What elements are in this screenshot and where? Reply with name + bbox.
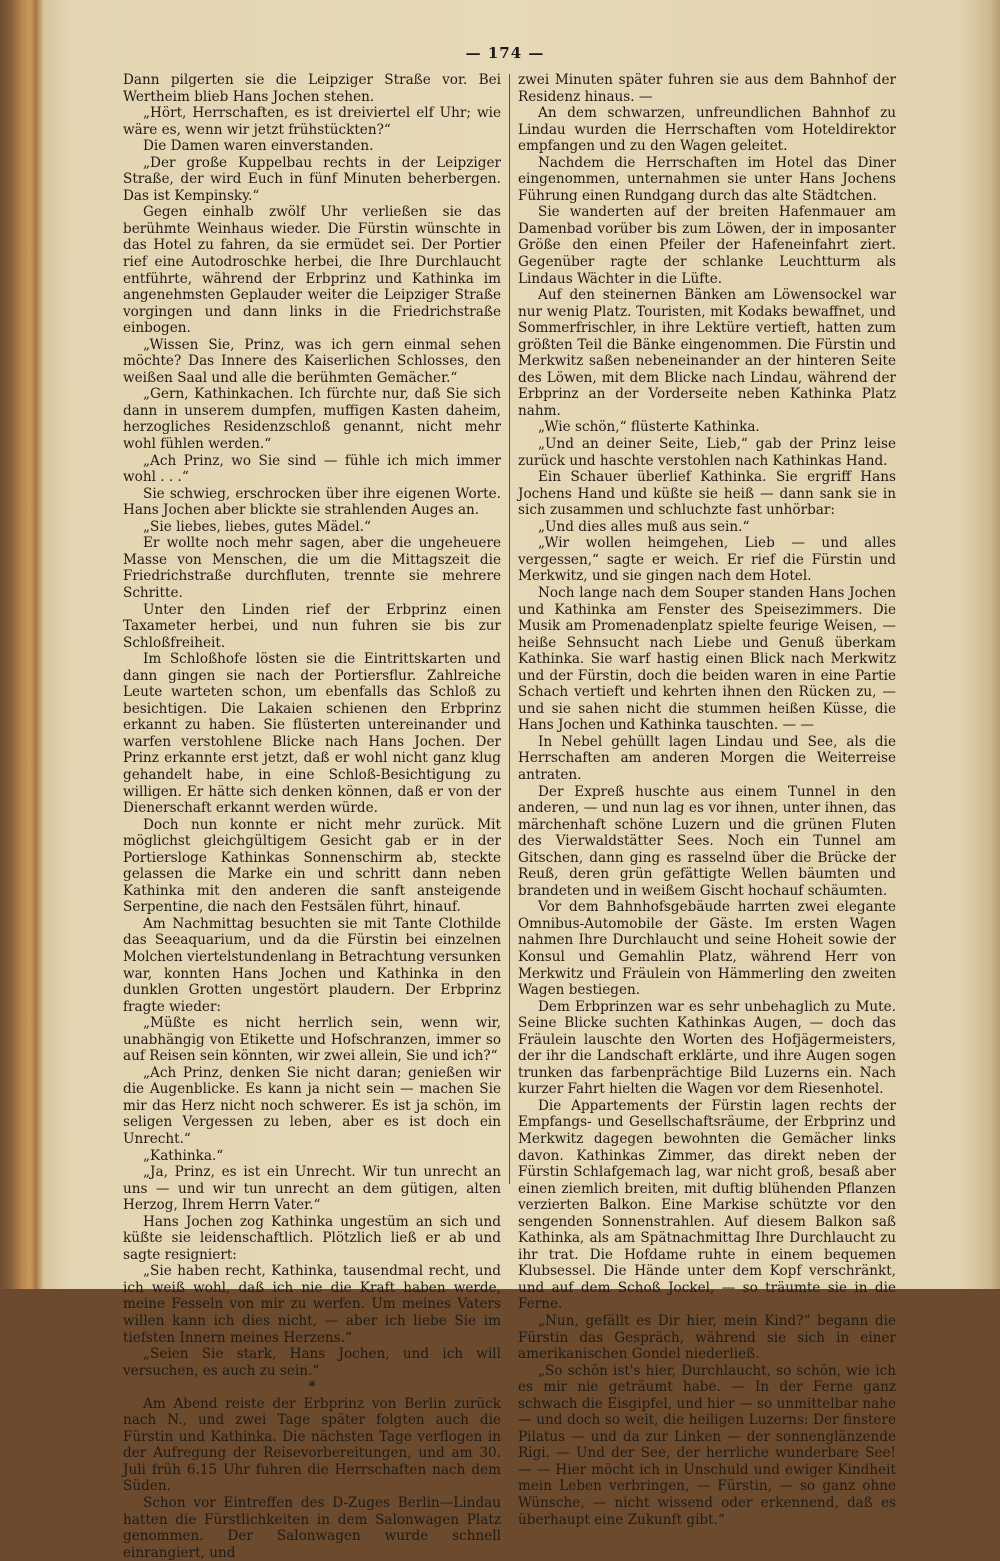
paragraph: Die Appartements der Fürstin lagen rechts der Empfangs- und Gesellschaftsräume, der Erbprinz und Merkwitz dagegen bewohnten die Gemächer links davon. Kathinkas Zimmer, das direkt neben der Fürstin Schlafgemach lag, war nicht groß, besaß aber einen ziemlich breiten, mit duftig blühenden Pflanzen verzierten Balkon. Eine Markise schützte vor den sengenden Sonnenstrahlen. Auf diesem Balkon saß Kathinka, als am Spätnachmittag Ihre Durchlaucht zu ihr trat. Die Hofdame ruhte in einem bequemen Klubsessel. Die Hände unter dem Kopf verschränkt, und auf dem Schoß Jockel, — so träumte sie in die Ferne. [518, 1097, 896, 1313]
paragraph: „Der große Kuppelbau rechts in der Leipziger Straße, der wird Euch in fünf Minuten beherbergen. Das ist Kempinsky.“ [123, 154, 501, 204]
paragraph: In Nebel gehüllt lagen Lindau und See, als die Herrschaften am anderen Morgen die Weiterreise antraten. [518, 733, 896, 783]
paragraph: Doch nun konnte er nicht mehr zurück. Mit möglichst gleichgültigem Gesicht gab er in der Portiersloge Kathinkas Sonnenschirm ab, steckte gelassen die Marke ein und schritt dann neben Kathinka mit den anderen die sanft ansteigende Serpentine, die nach den Festsälen führt, hinauf. [123, 816, 501, 916]
paragraph: „Müßte es nicht herrlich sein, wenn wir, unabhängig von Etikette und Hofschranzen, immer so auf Reisen sein könnten, wir zwei allein, Sie und ich?“ [123, 1015, 501, 1065]
paragraph: Im Schloßhofe lösten sie die Eintrittskarten und dann gingen sie nach der Portiersflur. Zahlreiche Leute warteten schon, um ebenfalls das Schloß zu besichtigen. Die Lakaien schienen den Erbprinz erkannt zu haben. Sie flüsterten untereinander und warfen verstohlene Blicke nach Hans Jochen. Der Prinz erkannte erst jetzt, daß er wohl nicht ganz klug gehandelt habe, in eine Schloß-Besichtigung zu willigen. Er hätte sich denken können, daß er von der Dienerschaft erkannt werden würde. [123, 651, 501, 817]
paragraph: Auf den steinernen Bänken am Löwensockel war nur wenig Platz. Touristen, mit Kodaks bewaffnet, und Sommerfrischler, in ihre Lektüre vertieft, hatten zum größten Teil die Bänke eingenommen. Die Fürstin und Merkwitz saßen nebeneinander an der hinteren Seite des Löwen, mit dem Blicke nach Lindau, während der Erbprinz an der Vorderseite neben Kathinka Platz nahm. [518, 287, 896, 419]
paragraph: Er wollte noch mehr sagen, aber die ungeheuere Masse von Menschen, die um die Mittagszeit die Friedrichstraße durchfluten, trennte sie mehrere Schritte. [123, 535, 501, 601]
left-text-column [123, 72, 501, 1561]
paragraph: „Hört, Herrschaften, es ist dreiviertel elf Uhr; wie wäre es, wenn wir jetzt frühstückten?“ [123, 105, 501, 138]
paragraph: Sie wanderten auf der breiten Hafenmauer am Damenbad vorüber bis zum Löwen, der in imposanter Größe den einen Pfeiler der Hafeneinfahrt ziert. Gegenüber ragte der schlanke Leuchtturm als Lindaus Wächter in die Lüfte. [518, 204, 896, 287]
paragraph: zwei Minuten später fuhren sie aus dem Bahnhof der Residenz hinaus. — [518, 72, 896, 105]
paragraph: „Wie schön,“ flüsterte Kathinka. [538, 419, 760, 436]
paragraph: „Und an deiner Seite, Lieb,“ gab der Prinz leise zurück und haschte verstohlen nach Kathinkas Hand. [518, 436, 896, 469]
paragraph: Hans Jochen zog Kathinka ungestüm an sich und küßte sie leidenschaftlich. Plötzlich ließ er ab und sagte resigniert: [123, 1213, 501, 1263]
paragraph: „Sie liebes, liebes, gutes Mädel.“ [143, 518, 371, 535]
paragraph: „Und dies alles muß aus sein.“ [538, 518, 750, 535]
paragraph: Der Expreß huschte aus einem Tunnel in den anderen, — und nun lag es vor ihnen, unter ihnen, das märchenhaft schöne Luzern und die grünen Fluten des Vierwaldstätter Sees. Noch ein Tunnel am Gitschen, dann ging es rasselnd über die Brücke der Reuß, deren grün gefättigte Wellen bäumten und brandeten und in weißem Gischt hochauf schäumten. [518, 783, 896, 899]
paragraph: Dann pilgerten sie die Leipziger Straße vor. Bei Wertheim blieb Hans Jochen stehen. [123, 72, 501, 105]
paragraph: „Seien Sie stark, Hans Jochen, und ich will versuchen, es auch zu sein.“ [123, 1346, 501, 1379]
paragraph: „Gern, Kathinkachen. Ich fürchte nur, daß Sie sich dann in unserem dumpfen, muffigen Kasten daheim, herzogliches Residenzschloß genannt, nicht mehr wohl fühlen werden.“ [123, 386, 501, 453]
paragraph: „Ach Prinz, denken Sie nicht daran; genießen wir die Augenblicke. Es kann ja nicht sein — machen Sie mir das Herz nicht noch schwerer. Es ist ja schön, im seligen Vergessen zu leben, aber es ist doch ein Unrecht.“ [123, 1064, 501, 1147]
paragraph: Nachdem die Herrschaften im Hotel das Diner eingenommen, unternahmen sie unter Hans Jochens Führung einen Rundgang durch das alte Städtchen. [518, 154, 896, 204]
paragraph: Dem Erbprinzen war es sehr unbehaglich zu Mute. Seine Blicke suchten Kathinkas Augen, — doch das Fräulein lauschte den Worten des Hofjägermeisters, der ihr die Landschaft erklärte, und ihre Augen sogen trunken das farbenprächtige Bild Luzerns ein. Nach kurzer Fahrt hielten die Wagen vor dem Riesenhotel. [518, 998, 896, 1098]
right-text-column [518, 72, 896, 1528]
paragraph: „Wissen Sie, Prinz, was ich gern einmal sehen möchte? Das Innere des Kaiserlichen Schlosses, den weißen Saal und alle die berühmten Gemächer.“ [123, 336, 501, 386]
paragraph: Noch lange nach dem Souper standen Hans Jochen und Kathinka am Fenster des Speisezimmers. Die Musik am Promenadenplatz spielte feurige Weisen, — heiße Sehnsucht nach Liebe und Genuß überkam Kathinka. Sie warf hastig einen Blick nach Merkwitz und der Fürstin, doch die beiden waren in eine Partie Schach vertieft und kehrten ihnen den Rücken zu, — und sie sahen nicht die stummen heißen Küsse, die Hans Jochen und Kathinka tauschten. — — [518, 584, 896, 734]
paragraph: „So schön ist's hier, Durchlaucht, so schön, wie ich es mir nie geträumt habe. — In der Ferne ganz schwach die Eisgipfel, und hier — so unmittelbar nahe — und doch so weit, die heiligen Luzerns: Der finstere Pilatus — und da zur Linken — der sonnenglänzende Rigi. — Und der See, der herrliche wunderbare See! — — Hier möcht ich in Unschuld und ewiger Kindheit mein Leben verbringen, — Fürstin, — so ganz ohne Wünsche, — nicht wissend oder erkennend, daß es überhaupt eine Zukunft gibt.“ [518, 1362, 896, 1528]
paragraph: „Nun, gefällt es Dir hier, mein Kind?“ begann die Fürstin das Gespräch, während sie sich in einer amerikanischen Gondel niederließ. [518, 1313, 896, 1363]
paragraph: „Sie haben recht, Kathinka, tausendmal recht, und ich weiß wohl, daß ich nie die Kraft haben werde, meine Fesseln von mir zu werfen. Um meines Vaters willen kann ich dies nicht, — aber ich liebe Sie im tiefsten Innern meines Herzens.“ [123, 1263, 501, 1346]
paragraph: An dem schwarzen, unfreundlichen Bahnhof zu Lindau wurden die Herrschaften vom Hoteldirektor empfangen und zu den Wagen geleitet. [518, 105, 896, 155]
paragraph: „Ja, Prinz, es ist ein Unrecht. Wir tun unrecht an uns — und wir tun unrecht an dem gütigen, alten Herzog, Ihrem Herrn Vater.“ [123, 1164, 501, 1214]
paragraph: Am Abend reiste der Erbprinz von Berlin zurück nach N., und zwei Tage später folgten auch die Fürstin und Kathinka. Die nächsten Tage verflogen in der Aufregung der Reisevorbereitungen, und am 30. Juli früh 6.15 Uhr fuhren die Herrschaften nach dem Süden. [123, 1395, 501, 1495]
paragraph: Schon vor Eintreffen des D-Zuges Berlin—Lindau hatten die Fürstlichkeiten in dem Salonwagen Platz genommen. Der Salonwagen wurde schnell einrangiert, und [123, 1495, 501, 1561]
paragraph: Vor dem Bahnhofsgebäude harrten zwei elegante Omnibus-Automobile der Gäste. Im ersten Wagen nahmen Ihre Durchlaucht und seine Hoheit sowie der Konsul und Gemahlin Platz, während Herr von Merkwitz und Fräulein von Hämmerling den zweiten Wagen bestiegen. [518, 899, 896, 999]
paragraph: „Wir wollen heimgehen, Lieb — und alles vergessen,“ sagte er weich. Er rief die Fürstin und Merkwitz, und sie gingen nach dem Hotel. [518, 535, 896, 585]
paragraph: Ein Schauer überlief Kathinka. Sie ergriff Hans Jochens Hand und küßte sie heiß — dann sank sie in sich zusammen und schluchzte fast unhörbar: [518, 469, 896, 519]
paragraph: „Kathinka.“ [143, 1147, 224, 1164]
paragraph: Gegen einhalb zwölf Uhr verließen sie das berühmte Weinhaus wieder. Die Fürstin wünschte in das Hotel zu fahren, da sie ermüdet sei. Der Portier rief eine Autodroschke herbei, die Ihre Durchlaucht entführte, während der Erbprinz und Kathinka im angenehmsten Geplauder weiter die Leipziger Straße vorgingen und dann links in die Friedrichstraße einbogen. [123, 204, 501, 337]
paragraph: „Ach Prinz, wo Sie sind — fühle ich mich immer wohl . . .“ [123, 452, 501, 486]
section-separator: * [308, 1379, 316, 1396]
paragraph: Unter den Linden rief der Erbprinz einen Taxameter herbei, und nun fuhren sie bis zur Schloßfreiheit. [123, 601, 501, 651]
paragraph: Sie schwieg, erschrocken über ihre eigenen Worte. Hans Jochen aber blickte sie strahlenden Auges an. [123, 485, 501, 519]
column-divider [509, 74, 510, 1184]
page-number: — 174 — [465, 44, 545, 62]
paragraph: Am Nachmittag besuchten sie mit Tante Clothilde das Seeaquarium, und da die Fürstin bei einzelnen Molchen viertelstundenlang in Betrachtung versunken war, konnten Hans Jochen und Kathinka in den dunklen Grotten ungestört plaudern. Der Erbprinz fragte wieder: [123, 915, 501, 1015]
paragraph: Die Damen waren einverstanden. [143, 138, 374, 155]
